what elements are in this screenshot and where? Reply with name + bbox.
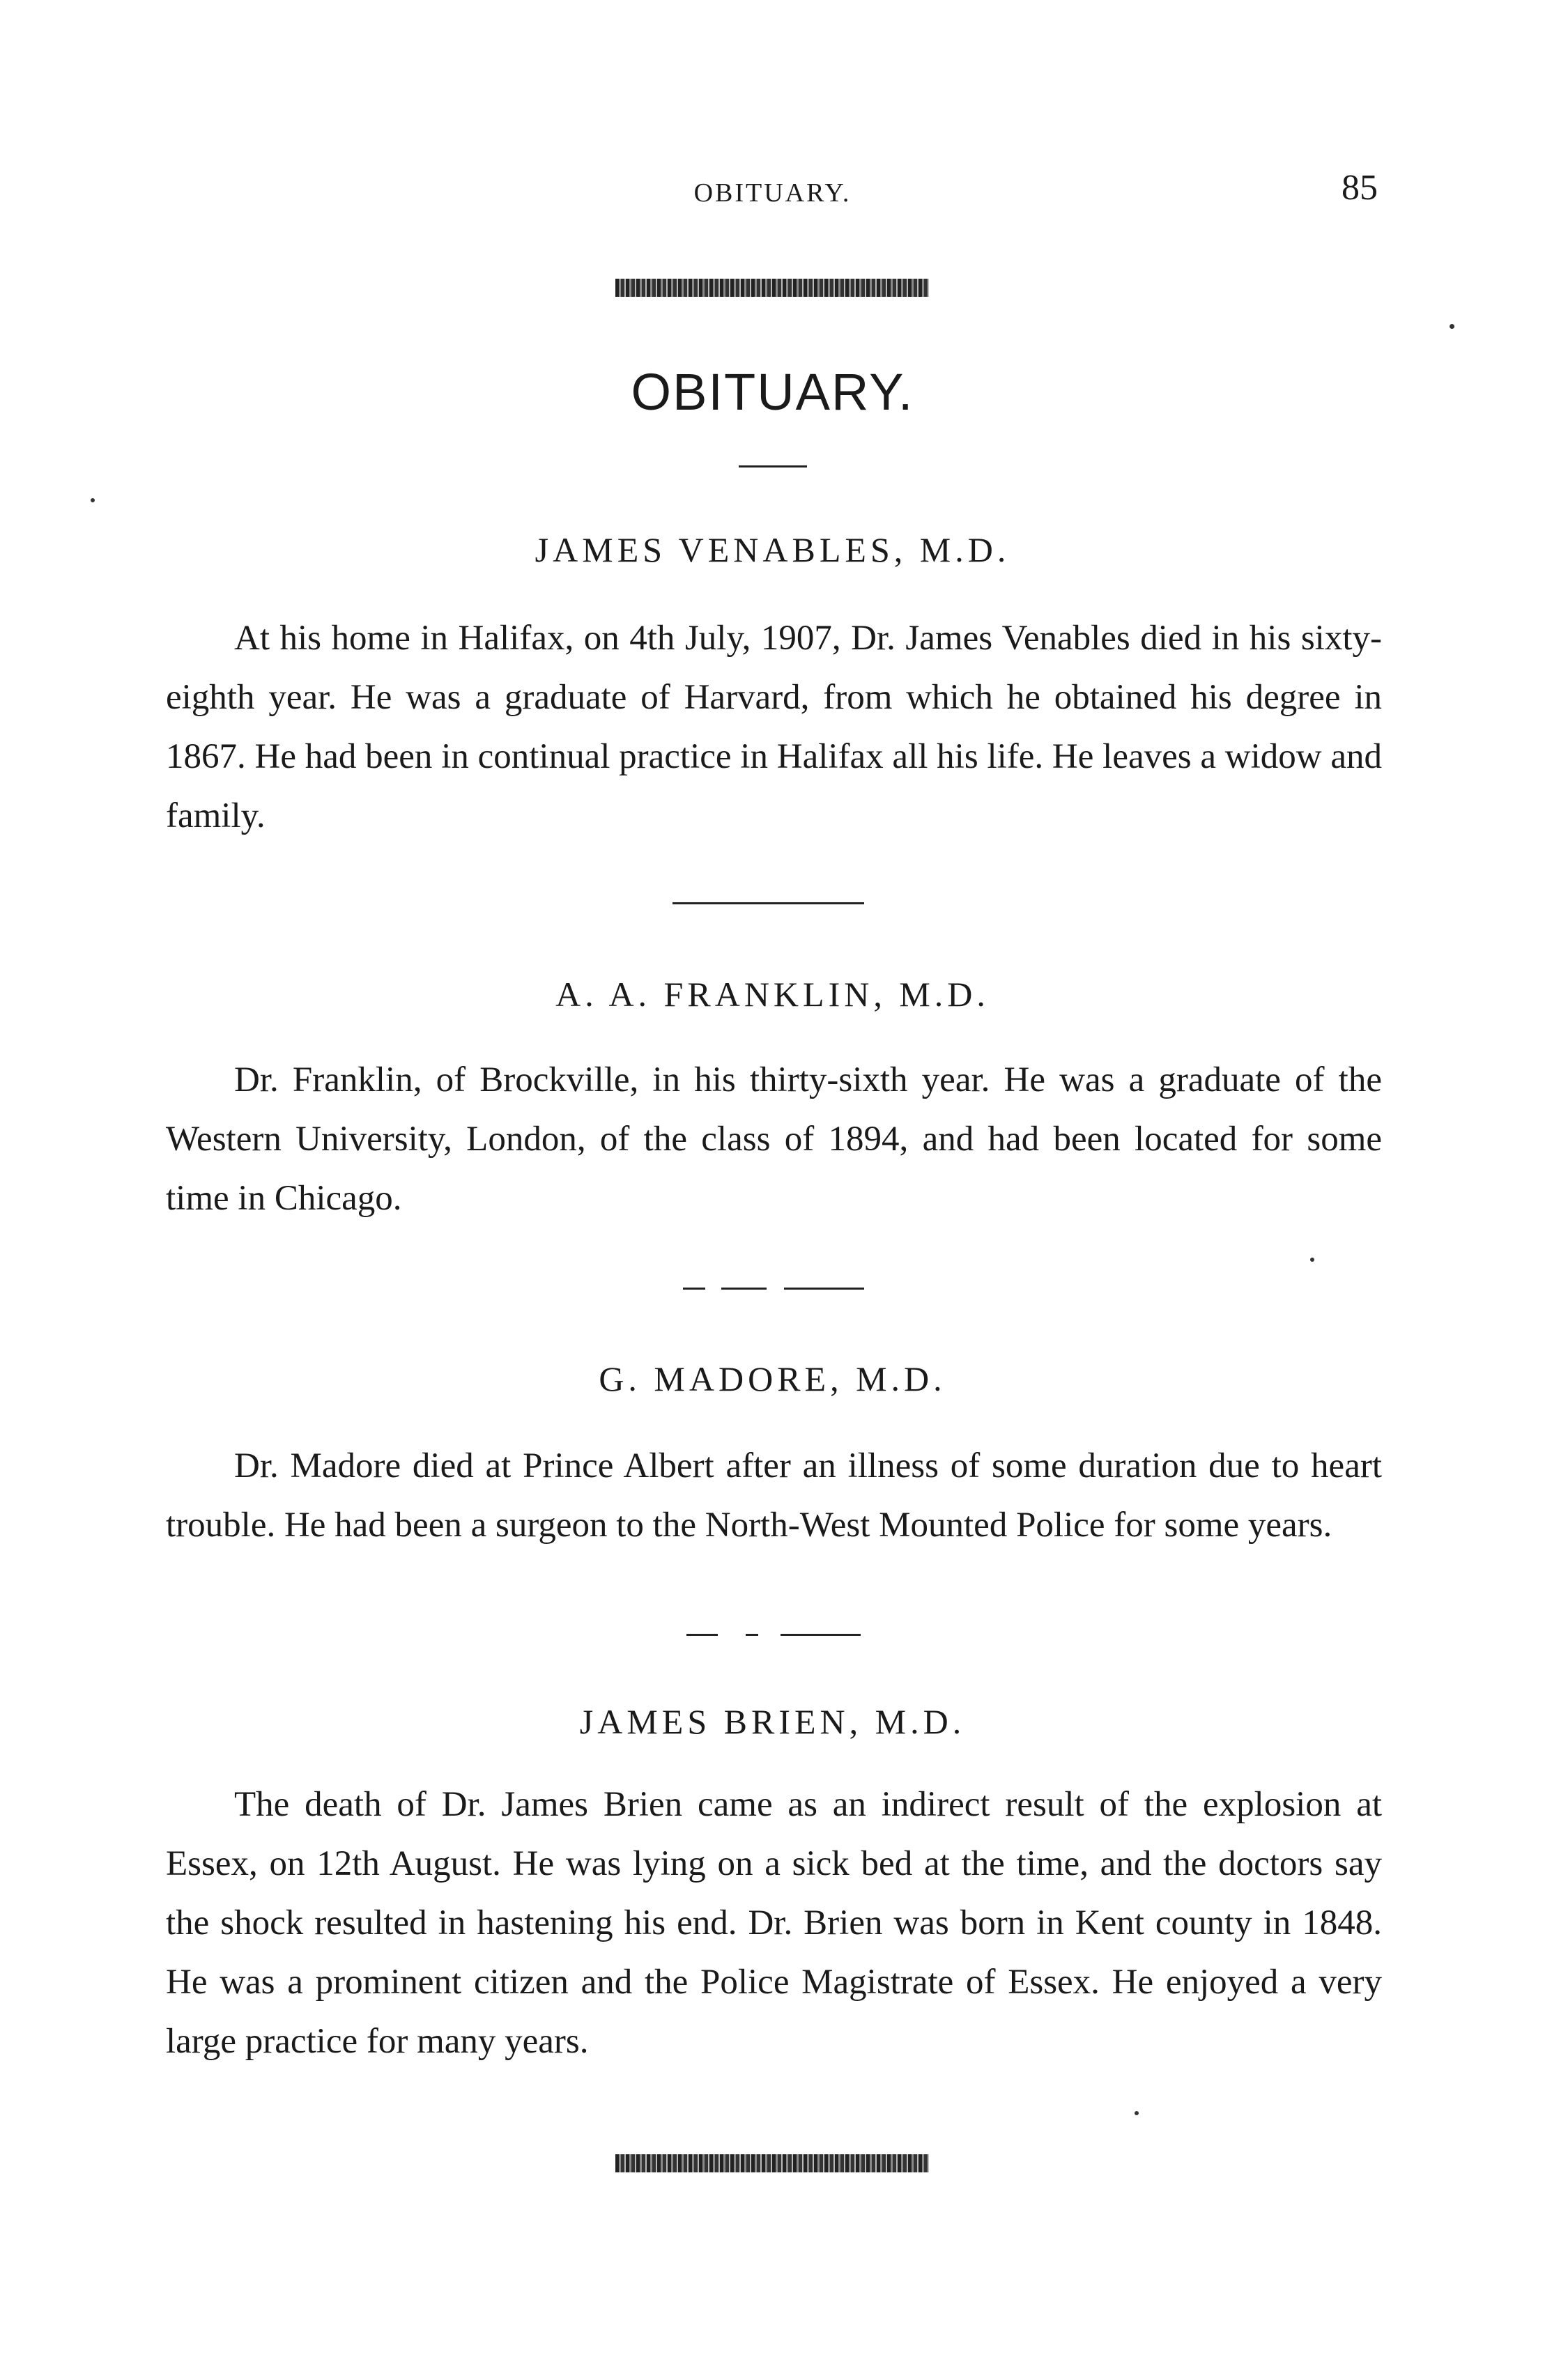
- entry-divider: [672, 902, 864, 904]
- running-head: OBITUARY.: [693, 178, 852, 208]
- top-ornament-band: [615, 279, 929, 297]
- entry-heading: G. MADORE, M.D.: [599, 1359, 946, 1398]
- title-rule: [739, 465, 807, 468]
- scan-speck: [91, 498, 95, 502]
- entry-text: Dr. Franklin, of Brockville, in his thirty-sixth year. He was a graduate of the Western University, London, of the class of 1894, and had been located for some time in Chicago.: [166, 1060, 1382, 1218]
- entry-heading: JAMES BRIEN, M.D.: [579, 1702, 966, 1741]
- entry-heading: JAMES VENABLES, M.D.: [535, 530, 1010, 569]
- entry-text: At his home in Halifax, on 4th July, 1907, Dr. James Venables died in his sixty-eighth year. He was a graduate of Harvard, from which he obtained his degree in 1867. He had been in continual practice in Halifax all his life. He leaves a widow and family.: [166, 619, 1382, 835]
- entry-heading: A. A. FRANKLIN, M.D.: [555, 975, 990, 1014]
- entry-text: Dr. Madore died at Prince Albert after an illness of some duration due to heart trouble. He had been a surgeon to the North-West Mounted Police for some years.: [166, 1446, 1382, 1545]
- entry-divider: [781, 1634, 861, 1636]
- page-title: OBITUARY.: [631, 363, 914, 421]
- entry-divider: [721, 1288, 767, 1290]
- entry-divider: [746, 1634, 758, 1636]
- scan-speck: [1450, 324, 1454, 329]
- scan-speck: [1310, 1258, 1314, 1262]
- entry-text: The death of Dr. James Brien came as an indirect result of the explosion at Essex, on 12th August. He was lying on a sick bed at the time, and the doctors say the shock resulted in hastening his end. Dr. Brien was born in Kent county in 1848. He was a prominent citizen and the Police Magistrate of Essex. He enjoyed a very large practice for many years.: [166, 1785, 1382, 2061]
- entry-divider: [683, 1288, 705, 1290]
- entry-divider: [784, 1288, 864, 1290]
- scan-speck: [1135, 2111, 1139, 2115]
- entry-divider: [686, 1634, 718, 1636]
- bottom-ornament-band: [615, 2154, 929, 2172]
- page-number: 85: [1342, 168, 1378, 208]
